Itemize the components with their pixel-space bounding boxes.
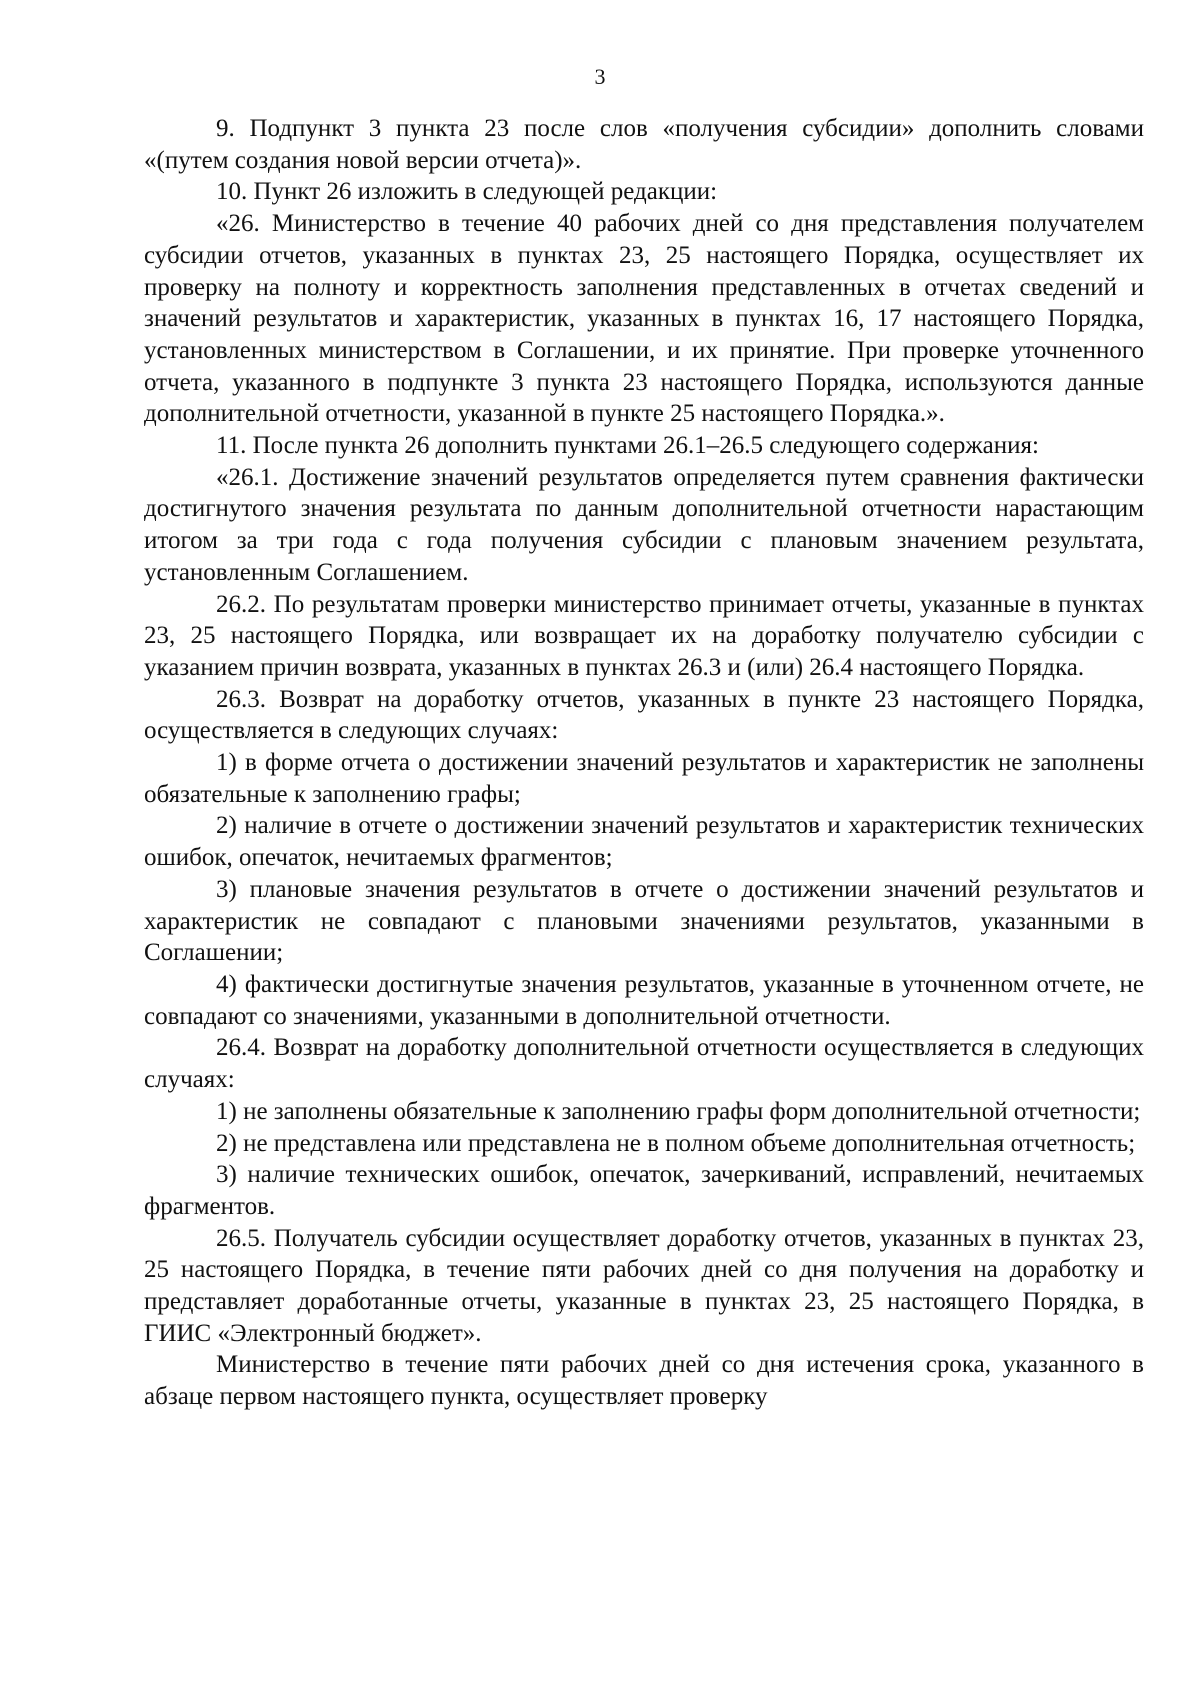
paragraph-point-26-4: 26.4. Возврат на доработку дополнительной отчетности осуществляется в следующих случаях: (144, 1034, 1144, 1094)
paragraph-item-9: 9. Подпункт 3 пункта 23 после слов «получения субсидии» дополнить словами «(путем создания новой версии отчета)». (144, 115, 1144, 174)
paragraph-item-11: 11. После пункта 26 дополнить пунктами 26.1–26.5 следующего содержания: (216, 432, 1039, 460)
paragraph-26-3-subitem-2: 2) наличие в отчете о достижении значений результатов и характеристик технических ошибок, опечаток, нечитаемых фрагментов; (144, 812, 1144, 872)
paragraph-26-4-subitem-3: 3) наличие технических ошибок, опечаток, зачеркиваний, исправлений, нечитаемых фрагментов. (144, 1161, 1144, 1220)
document-body (144, 113, 1144, 1413)
paragraph-26-3-subitem-4: 4) фактически достигнутые значения результатов, указанные в уточненном отчете, не совпадают со значениями, указанными в дополнительной отчетности. (144, 970, 1144, 1030)
paragraph-26-4-subitem-2: 2) не представлена или представлена не в полном объеме дополнительная отчетность; (216, 1129, 1136, 1157)
paragraph-point-26-text: «26. Министерство в течение 40 рабочих дней со дня представления получателем субсидии отчетов, указанных в пунктах 23, 25 настоящего Порядка, осуществляет их проверку на полноту и корректность заполнения представленных в отчетах сведений и значений результатов и характеристик, указанных в пунктах 16, 17 настоящего Порядка, установленных министерством в Соглашении, и их принятие. При проверке уточненного отчета, указанного в подпункте 3 пункта 23 настоящего Порядка, используются данные дополнительной отчетности, указанной в пункте 25 настоящего Порядка.». (144, 210, 1144, 428)
paragraph-point-26-2: 26.2. По результатам проверки министерство принимает отчеты, указанные в пунктах 23, 25 настоящего Порядка, или возвращает их на доработку получателю субсидии с указанием причин возврата, указанных в пунктах 26.3 и (или) 26.4 настоящего Порядка. (144, 590, 1144, 681)
paragraph-item-10: 10. Пункт 26 изложить в следующей редакции: (216, 178, 718, 206)
paragraph-point-26-5: 26.5. Получатель субсидии осуществляет доработку отчетов, указанных в пунктах 23, 25 настоящего Порядка, в течение пяти рабочих дней со дня получения на доработку и представляет доработанные отчеты, указанные в пунктах 23, 25 настоящего Порядка, в ГИИС «Электронный бюджет». (144, 1224, 1144, 1347)
paragraph-26-5-continuation: Министерство в течение пяти рабочих дней со дня истечения срока, указанного в абзаце первом настоящего пункта, осуществляет проверку (144, 1351, 1144, 1411)
paragraph-point-26-1: «26.1. Достижение значений результатов определяется путем сравнения фактически достигнутого значения результата по данным дополнительной отчетности нарастающим итогом за три года с года получения субсидии с плановым значением результата, установленным Соглашением. (144, 463, 1144, 586)
page-number: 3 (594, 64, 606, 89)
paragraph-26-4-subitem-1: 1) не заполнены обязательные к заполнению графы форм дополнительной отчетности; (216, 1097, 1141, 1125)
paragraph-point-26-3: 26.3. Возврат на доработку отчетов, указанных в пункте 23 настоящего Порядка, осуществляется в следующих случаях: (144, 685, 1144, 745)
paragraph-26-3-subitem-3: 3) плановые значения результатов в отчете о достижении значений результатов и характеристик не совпадают с плановыми значениями результатов, указанными в Соглашении; (144, 875, 1144, 967)
paragraph-26-3-subitem-1: 1) в форме отчета о достижении значений результатов и характеристик не заполнены обязательные к заполнению графы; (144, 749, 1144, 808)
